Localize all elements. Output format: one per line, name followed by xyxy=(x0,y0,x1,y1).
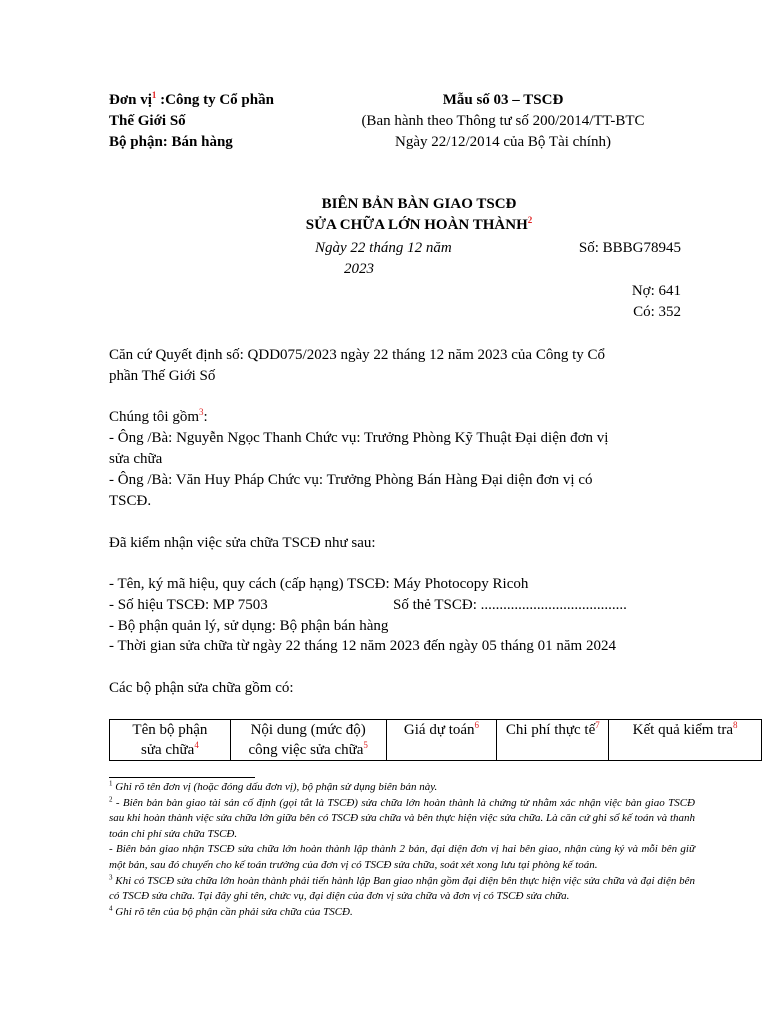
form-date: Ngày 22/12/2014 của Bộ Tài chính) xyxy=(395,134,611,150)
asset-department: - Bộ phận quản lý, sử dụng: Bộ phận bán hàng xyxy=(109,618,389,634)
checked-statement: Đã kiểm nhận việc sửa chữa TSCĐ như sau: xyxy=(109,535,376,551)
footnote-ref-8[interactable]: 8 xyxy=(733,720,738,730)
member-2-cont: TSCĐ. xyxy=(109,493,152,509)
members-colon: : xyxy=(203,409,208,425)
footnote-ref-7[interactable]: 7 xyxy=(595,720,600,730)
footnote-ref-3[interactable]: 3 xyxy=(199,407,204,417)
asset-card-number: Số thẻ TSCĐ: ....................................... xyxy=(393,597,627,613)
col-work-content-l2: công việc sửa chữa xyxy=(248,742,364,758)
col-estimate xyxy=(386,720,497,761)
col-part-name-l2: sửa chữa xyxy=(140,742,195,758)
col-estimate-label: Giá dự toán xyxy=(403,722,475,738)
col-check-result xyxy=(609,720,762,761)
footnote-4-mark: 4 xyxy=(109,904,113,913)
doc-subtitle-text: SỬA CHỮA LỚN HOÀN THÀNH xyxy=(305,217,528,233)
asset-name: - Tên, ký mã hiệu, quy cách (cấp hạng) TSCĐ: Máy Photocopy Ricoh xyxy=(109,576,529,592)
members-heading xyxy=(109,407,208,427)
footnote-2b xyxy=(109,842,695,873)
footnotes xyxy=(109,777,695,920)
col-actual-cost-label: Chi phí thực tế xyxy=(505,722,596,738)
doc-subtitle xyxy=(109,215,729,235)
col-work-content xyxy=(230,720,386,761)
footnote-2b-text: - Biên bản giao nhận TSCĐ sửa chữa lớn hoàn thành lập thành 2 bản, đại diện đơn vị hai bên giao, nhận cùng ký và mỗi bên giữ một bản, sau đó chuyển cho kế toán trưởng của đơn vị có TSCĐ sửa chữa, soát xét xong lưu tại phòng kế toán. xyxy=(109,843,695,871)
form-number: Mẫu số 03 – TSCĐ xyxy=(442,92,564,108)
debit-account: Nợ: 641 xyxy=(631,283,681,299)
footnote-2 xyxy=(109,796,695,843)
form-decree: (Ban hành theo Thông tư số 200/2014/TT-BTC xyxy=(361,113,645,129)
col-part-name xyxy=(110,720,231,761)
footnote-ref-2[interactable]: 2 xyxy=(527,215,533,225)
footnote-3-mark: 3 xyxy=(109,872,113,881)
doc-title: BIÊN BẢN BÀN GIAO TSCĐ xyxy=(321,196,517,212)
unit-value: :Công ty Cổ phần xyxy=(160,92,274,108)
doc-date-year: 2023 xyxy=(344,261,374,277)
footnote-1-mark: 1 xyxy=(109,779,113,788)
footnote-ref-4[interactable]: 4 xyxy=(194,740,199,750)
footnote-ref-5[interactable]: 5 xyxy=(363,740,368,750)
col-work-content-l1: Nội dung (mức độ) xyxy=(250,722,366,738)
credit-account: Có: 352 xyxy=(633,304,681,320)
member-1: - Ông /Bà: Nguyễn Ngọc Thanh Chức vụ: Trưởng Phòng Kỹ Thuật Đại diện đơn vị xyxy=(109,430,609,446)
col-part-name-l1: Tên bộ phận xyxy=(132,722,208,738)
doc-number: Số: BBBG78945 xyxy=(578,240,681,256)
department: Bộ phận: Bán hàng xyxy=(109,134,233,150)
unit-value-cont: Thế Giới Số xyxy=(109,113,186,129)
table-header-row xyxy=(110,720,762,761)
col-actual-cost xyxy=(497,720,609,761)
footnote-1-text: Ghi rõ tên đơn vị (hoặc đóng dấu đơn vị), bộ phận sử dụng biên bản này. xyxy=(112,781,438,793)
members-label: Chúng tôi gồm xyxy=(109,409,200,425)
unit-line xyxy=(109,90,274,110)
footnote-2-mark: 2 xyxy=(109,794,113,803)
footnote-4 xyxy=(109,905,695,921)
footnote-ref-6[interactable]: 6 xyxy=(474,720,480,730)
repair-period: - Thời gian sửa chữa từ ngày 22 tháng 12 năm 2023 đến ngày 05 tháng 01 năm 2024 xyxy=(109,638,616,654)
footnote-3 xyxy=(109,874,695,905)
footnote-3-text: Khi có TSCĐ sửa chữa lớn hoàn thành phải tiến hành lập Ban giao nhận gồm đại diện bên thực hiện việc sửa chữa và đại diện bên có TSCĐ sửa chữa. Tại đây ghi tên, chức vụ, đại diện của đơn vị sửa chữa và đơn vị có TSCĐ sửa chữa. xyxy=(109,874,695,903)
unit-label: Đơn vị xyxy=(109,92,152,108)
footnote-1 xyxy=(109,780,695,796)
doc-date: Ngày 22 tháng 12 năm xyxy=(315,240,452,256)
member-2: - Ông /Bà: Văn Huy Pháp Chức vụ: Trưởng Phòng Bán Hàng Đại diện đơn vị có xyxy=(109,472,593,488)
basis-text-cont: phần Thế Giới Số xyxy=(109,368,216,384)
col-check-result-label: Kết quả kiểm tra xyxy=(632,722,734,738)
footnote-separator xyxy=(109,777,255,778)
footnote-2-text: - Biên bản bàn giao tài sản cố định (gọi tắt là TSCĐ) sửa chữa lớn hoàn thành là chứng từ nhằm xác nhận việc bàn giao TSCĐ sau khi hoàn thành việc sửa chữa lớn giữa bên có TSCĐ sửa chữa và bên thực hiện việc sửa chữa. Là căn cứ ghi sổ kế toán và thanh toán chi phí sửa chữa TSCĐ. xyxy=(109,796,695,840)
repair-parts-table xyxy=(109,719,762,761)
footnote-4-text: Ghi rõ tên của bộ phận cần phải sửa chữa của TSCĐ. xyxy=(112,905,353,918)
footnote-ref-1[interactable]: 1 xyxy=(151,90,157,100)
asset-serial: - Số hiệu TSCĐ: MP 7503 xyxy=(109,597,268,613)
parts-intro: Các bộ phận sửa chữa gồm có: xyxy=(109,680,294,696)
member-1-cont: sửa chữa xyxy=(109,451,163,467)
basis-text: Căn cứ Quyết định số: QDD075/2023 ngày 22 tháng 12 năm 2023 của Công ty Cổ xyxy=(109,347,605,363)
